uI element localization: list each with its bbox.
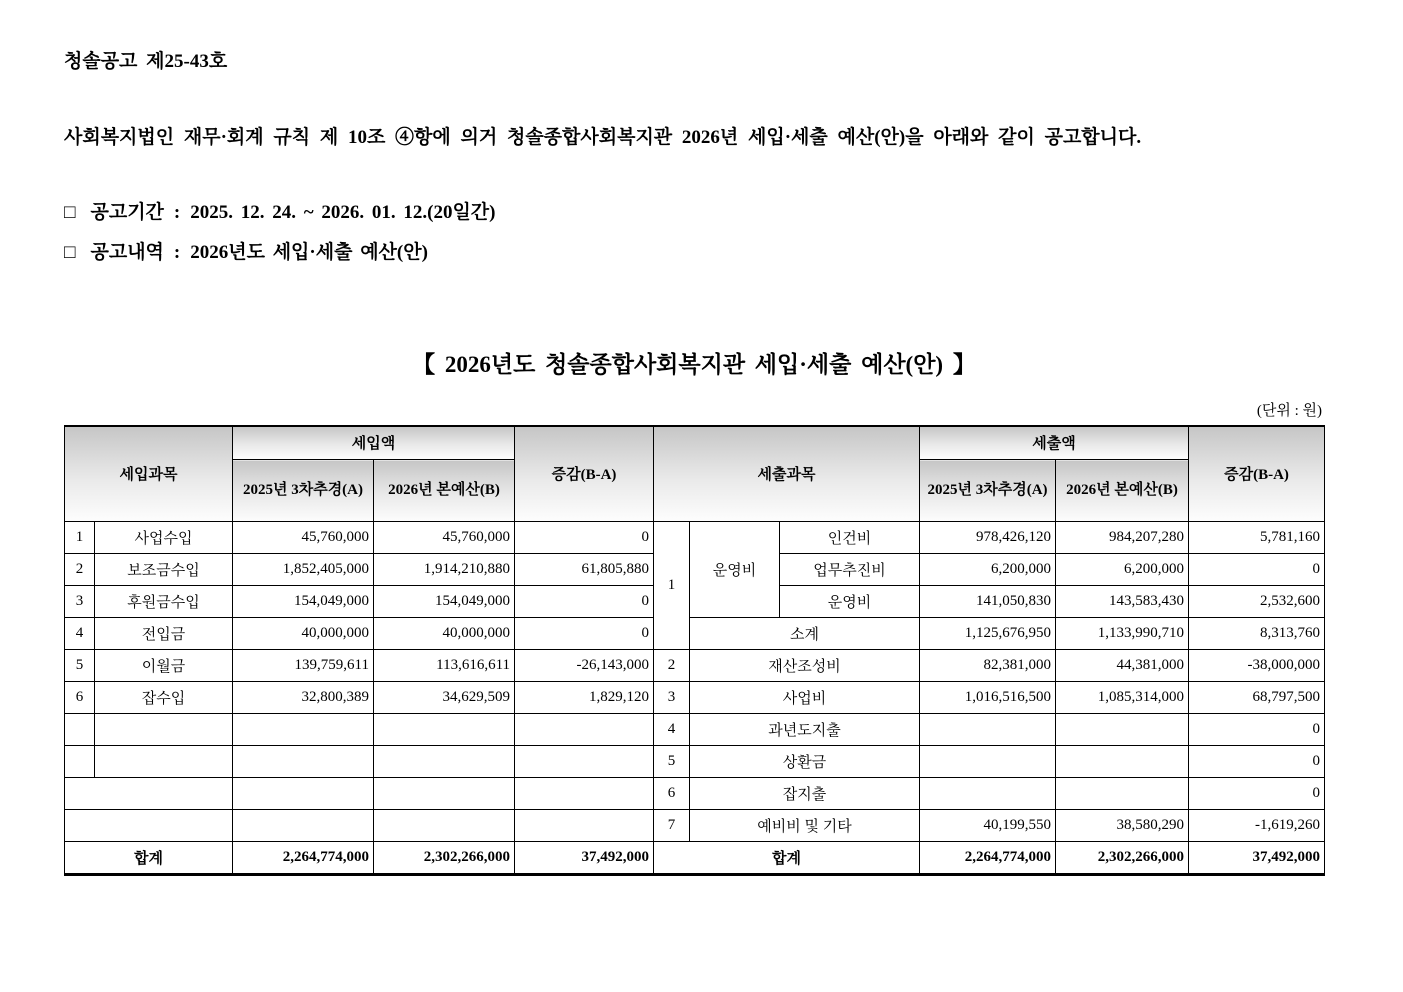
revenue-amount-2025: 45,760,000	[233, 522, 374, 554]
expenditure-amount-2026	[1056, 746, 1189, 778]
checkbox-icon: □	[64, 241, 76, 263]
expenditure-amount-2026: 984,207,280	[1056, 522, 1189, 554]
expenditure-diff: 0	[1189, 746, 1325, 778]
expenditure-amount-2025	[920, 778, 1056, 810]
revenue-item-name	[65, 778, 233, 810]
expenditure-item-name: 예비비 및 기타	[690, 810, 920, 842]
expenditure-subtotal-2026: 1,133,990,710	[1056, 618, 1189, 650]
expenditure-item-name: 상환금	[690, 746, 920, 778]
expenditure-row-number: 6	[654, 778, 690, 810]
revenue-item-name: 이월금	[95, 650, 233, 682]
revenue-amount-2025	[233, 746, 374, 778]
notice-period-value: 2025. 12. 24. ~ 2026. 01. 12.(20일간)	[190, 201, 496, 223]
expenditure-amount-2025: 141,050,830	[920, 586, 1056, 618]
expenditure-amount-2025: 40,199,550	[920, 810, 1056, 842]
expenditure-diff: 0	[1189, 778, 1325, 810]
expenditure-item-name: 과년도지출	[690, 714, 920, 746]
expenditure-diff: 2,532,600	[1189, 586, 1325, 618]
revenue-item-name	[65, 810, 233, 842]
revenue-item-name: 사업수입	[95, 522, 233, 554]
expenditure-row-number: 7	[654, 810, 690, 842]
expenditure-subtotal-label: 소계	[690, 618, 920, 650]
revenue-diff: -26,143,000	[515, 650, 654, 682]
revenue-amount-2026	[374, 810, 515, 842]
expenditure-diff: -38,000,000	[1189, 650, 1325, 682]
table-row	[65, 714, 1325, 746]
revenue-diff	[515, 746, 654, 778]
expenditure-item-name: 사업비	[690, 682, 920, 714]
total-row	[65, 842, 1325, 875]
revenue-item-name	[95, 714, 233, 746]
unit-note: (단위 : 원)	[1256, 402, 1322, 419]
expenditure-amount-2025	[920, 746, 1056, 778]
table-row	[65, 810, 1325, 842]
revenue-amount-2026: 40,000,000	[374, 618, 515, 650]
revenue-amount-2026	[374, 746, 515, 778]
expenditure-group-label: 운영비	[690, 522, 780, 618]
revenue-row-number: 5	[65, 650, 95, 682]
expenditure-amount-2026: 1,085,314,000	[1056, 682, 1189, 714]
expenditure-subtotal-diff: 8,313,760	[1189, 618, 1325, 650]
expenditure-row-number: 4	[654, 714, 690, 746]
checkbox-icon: □	[64, 201, 76, 223]
expenditure-row-number: 5	[654, 746, 690, 778]
expenditure-subtotal-2025: 1,125,676,950	[920, 618, 1056, 650]
revenue-amount-2026	[374, 778, 515, 810]
revenue-item-name: 보조금수입	[95, 554, 233, 586]
expenditure-amount-2026	[1056, 778, 1189, 810]
table-row	[65, 778, 1325, 810]
budget-table	[64, 425, 1325, 877]
revenue-category-header: 세입과목	[65, 426, 233, 522]
revenue-amount-2026: 45,760,000	[374, 522, 515, 554]
revenue-amount-2026: 34,629,509	[374, 682, 515, 714]
notice-detail-value: 2026년도 세입·세출 예산(안)	[190, 241, 428, 263]
expenditure-amount-2026: 143,583,430	[1056, 586, 1189, 618]
revenue-amount-2025	[233, 714, 374, 746]
expenditure-amount-2025: 978,426,120	[920, 522, 1056, 554]
expenditure-diff: 5,781,160	[1189, 522, 1325, 554]
revenue-amount-2025	[233, 778, 374, 810]
notice-period-line	[64, 197, 1324, 224]
notice-detail-label: 공고내역	[90, 241, 164, 263]
revenue-amount-2026	[374, 714, 515, 746]
revenue-row-number: 2	[65, 554, 95, 586]
table-row	[65, 618, 1325, 650]
expenditure-amount-2026	[1056, 714, 1189, 746]
revenue-amount-2025: 154,049,000	[233, 586, 374, 618]
budget-table-title: 【 2026년도 청솔종합사회복지관 세입·세출 예산(안) 】	[412, 351, 976, 377]
revenue-diff: 0	[515, 618, 654, 650]
revenue-amount-2025: 40,000,000	[233, 618, 374, 650]
document-content	[64, 46, 1324, 876]
revenue-amount-2026: 154,049,000	[374, 586, 515, 618]
expenditure-amount-2025: 82,381,000	[920, 650, 1056, 682]
colon-separator: :	[173, 241, 181, 263]
revenue-item-name	[95, 746, 233, 778]
expenditure-item-name: 재산조성비	[690, 650, 920, 682]
notice-period-label: 공고기간	[90, 201, 164, 223]
revenue-amount-2026: 113,616,611	[374, 650, 515, 682]
expenditure-diff: 0	[1189, 714, 1325, 746]
revenue-row-number	[65, 714, 95, 746]
revenue-row-number: 3	[65, 586, 95, 618]
revenue-diff: 61,805,880	[515, 554, 654, 586]
expenditure-amount-group-header: 세출액	[920, 426, 1189, 460]
expenditure-item-name: 잡지출	[690, 778, 920, 810]
expenditure-item-name: 업무추진비	[780, 554, 920, 586]
revenue-item-name: 후원금수입	[95, 586, 233, 618]
revenue-2026-header: 2026년 본예산(B)	[374, 460, 515, 522]
revenue-total-label: 합계	[65, 842, 233, 875]
revenue-diff: 0	[515, 586, 654, 618]
expenditure-diff: 68,797,500	[1189, 682, 1325, 714]
revenue-diff	[515, 714, 654, 746]
expenditure-diff-header: 증감(B-A)	[1189, 426, 1325, 522]
revenue-diff: 1,829,120	[515, 682, 654, 714]
revenue-item-name: 잡수입	[95, 682, 233, 714]
expenditure-group-number: 1	[654, 522, 690, 650]
expenditure-amount-2025: 6,200,000	[920, 554, 1056, 586]
expenditure-2026-header: 2026년 본예산(B)	[1056, 460, 1189, 522]
revenue-amount-2025	[233, 810, 374, 842]
expenditure-category-header: 세출과목	[654, 426, 920, 522]
expenditure-2025-header: 2025년 3차추경(A)	[920, 460, 1056, 522]
notice-number: 청솔공고 제25-43호	[64, 51, 228, 72]
revenue-total-diff: 37,492,000	[515, 842, 654, 875]
expenditure-amount-2026: 6,200,000	[1056, 554, 1189, 586]
revenue-total-2026: 2,302,266,000	[374, 842, 515, 875]
expenditure-item-name: 운영비	[780, 586, 920, 618]
revenue-row-number	[65, 746, 95, 778]
revenue-diff-header: 증감(B-A)	[515, 426, 654, 522]
revenue-row-number: 4	[65, 618, 95, 650]
colon-separator: :	[173, 201, 181, 223]
revenue-row-number: 1	[65, 522, 95, 554]
expenditure-amount-2025	[920, 714, 1056, 746]
revenue-amount-2026: 1,914,210,880	[374, 554, 515, 586]
revenue-amount-2025: 1,852,405,000	[233, 554, 374, 586]
expenditure-total-2026: 2,302,266,000	[1056, 842, 1189, 875]
expenditure-item-name: 인건비	[780, 522, 920, 554]
table-row	[65, 650, 1325, 682]
notice-detail-line	[64, 237, 1324, 264]
revenue-total-2025: 2,264,774,000	[233, 842, 374, 875]
revenue-amount-2025: 139,759,611	[233, 650, 374, 682]
expenditure-row-number: 2	[654, 650, 690, 682]
intro-paragraph: 사회복지법인 재무·회계 규칙 제 10조 ④항에 의거 청솔종합사회복지관 2026년 세입·세출 예산(안)을 아래와 같이 공고합니다.	[64, 127, 1142, 148]
revenue-2025-header: 2025년 3차추경(A)	[233, 460, 374, 522]
revenue-item-name: 전입금	[95, 618, 233, 650]
expenditure-total-label: 합계	[654, 842, 920, 875]
table-row	[65, 682, 1325, 714]
table-row	[65, 746, 1325, 778]
expenditure-amount-2025: 1,016,516,500	[920, 682, 1056, 714]
revenue-amount-2025: 32,800,389	[233, 682, 374, 714]
expenditure-amount-2026: 44,381,000	[1056, 650, 1189, 682]
revenue-diff	[515, 810, 654, 842]
expenditure-diff: -1,619,260	[1189, 810, 1325, 842]
expenditure-row-number: 3	[654, 682, 690, 714]
expenditure-amount-2026: 38,580,290	[1056, 810, 1189, 842]
revenue-diff: 0	[515, 522, 654, 554]
expenditure-total-diff: 37,492,000	[1189, 842, 1325, 875]
expenditure-total-2025: 2,264,774,000	[920, 842, 1056, 875]
revenue-diff	[515, 778, 654, 810]
table-row	[65, 522, 1325, 554]
expenditure-diff: 0	[1189, 554, 1325, 586]
revenue-amount-group-header: 세입액	[233, 426, 515, 460]
revenue-row-number: 6	[65, 682, 95, 714]
